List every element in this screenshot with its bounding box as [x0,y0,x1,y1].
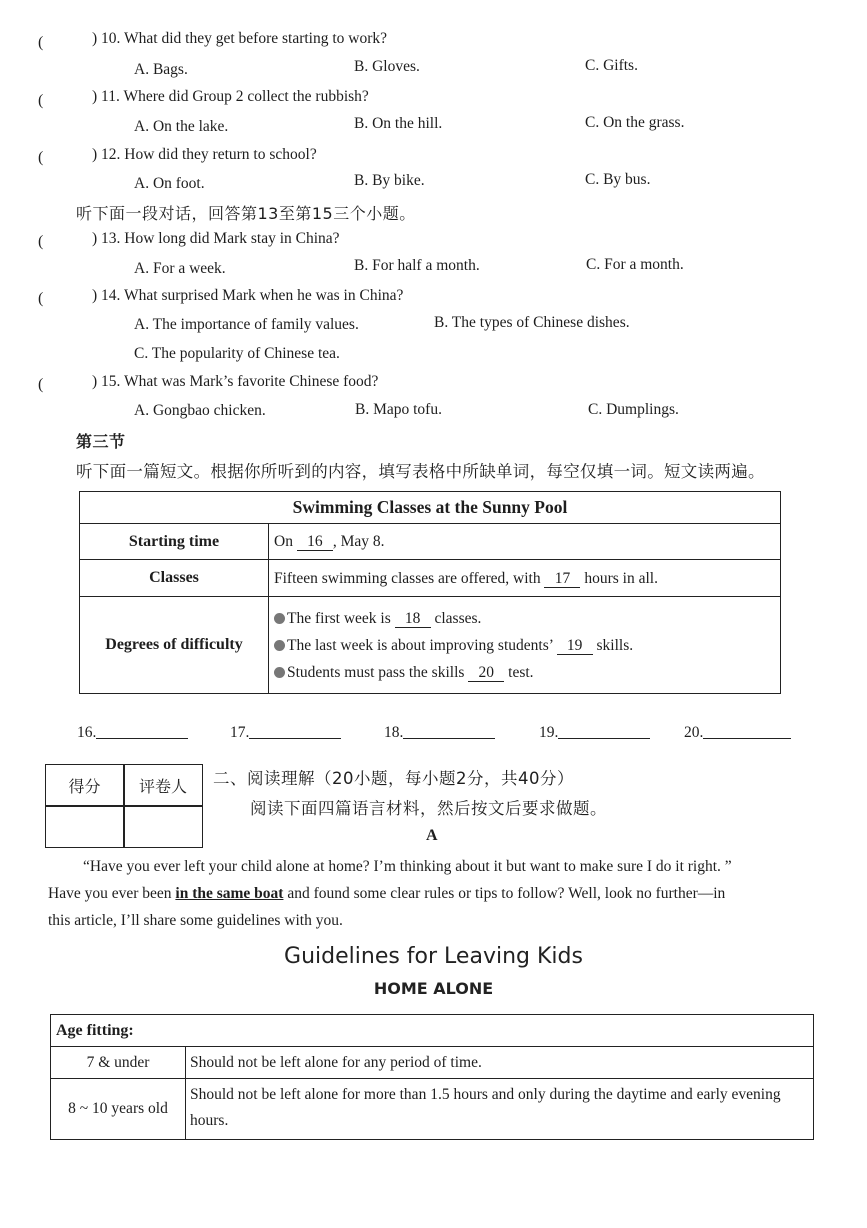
answer-bracket-open[interactable]: ( [38,149,44,166]
grader-label: 评卷人 [138,776,187,796]
swimming-classes-table [79,491,781,694]
answer-line[interactable] [249,724,341,739]
score-input[interactable] [46,807,123,847]
fill-blank[interactable]: 16 [297,533,333,551]
option-a[interactable]: A. Gongbao chicken. [134,402,266,419]
table-row [80,524,780,559]
option-c[interactable]: C. For a month. [586,256,684,273]
answer-bracket-open[interactable]: ( [38,290,44,307]
option-a[interactable]: A. On the lake. [134,118,229,135]
bullet-icon [274,613,285,624]
age-cell: 7 & under [51,1047,186,1078]
section-title: 第三节 [76,432,126,451]
option-b[interactable]: B. Gloves. [354,58,420,75]
option-b[interactable]: B. Mapo tofu. [355,401,442,418]
part-instruction: 阅读下面四篇语言材料，然后按文后要求做题。 [250,799,607,818]
fill-blank[interactable]: 19 [557,637,593,655]
option-c[interactable]: C. Gifts. [585,57,638,74]
option-a[interactable]: A. The importance of family values. [134,316,359,333]
table-title: Swimming Classes at the Sunny Pool [80,492,780,524]
option-c[interactable]: C. On the grass. [585,114,685,131]
question-number-10: ) 10. What did they get before starting to work? [92,30,388,47]
part-heading: 二、阅读理解（20小题，每小题2分，共40分） [213,769,574,788]
option-b[interactable]: B. For half a month. [354,257,480,274]
table-row [80,559,780,596]
score-box [45,764,203,848]
option-b[interactable]: B. On the hill. [354,115,443,132]
fill-blank[interactable]: 17 [544,570,580,588]
rule-cell: Should not be left alone for more than 1.5 hours and only during the daytime and early evening hours. [190,1086,781,1129]
answer-bracket-open[interactable]: ( [38,92,44,109]
guidelines-title: Guidelines for Leaving Kids [284,944,583,969]
bullet-item: The first week is 18 classes. [274,605,780,632]
option-a[interactable]: A. On foot. [134,175,205,192]
fill-blank[interactable]: 20 [468,664,504,682]
bullet-icon [274,667,285,678]
answer-line[interactable] [703,724,791,739]
guidelines-subtitle: HOME ALONE [373,979,494,998]
option-b[interactable]: B. By bike. [354,172,425,189]
table-row [51,1047,813,1078]
answer-bracket-open[interactable]: ( [38,233,44,250]
fill-blank[interactable]: 18 [395,610,431,628]
age-cell: 8 ~ 10 years old [51,1079,186,1139]
option-b[interactable]: B. The types of Chinese dishes. [434,314,630,331]
option-c[interactable]: C. Dumplings. [588,401,679,418]
score-label: 得分 [68,776,101,796]
table-row [80,596,780,693]
answer-line[interactable] [403,724,495,739]
passage-line: Have you ever been in the same boat and found some clear rules or tips to follow? Well, look no further—in [48,885,726,902]
row-content [269,597,780,693]
row-content: On 16 , May 8. [274,533,385,550]
answer-line[interactable] [96,724,188,739]
bullet-icon [274,640,285,651]
row-label: Classes [80,560,269,596]
row-label: Starting time [80,524,269,559]
table-row [51,1078,813,1139]
answer-bracket-open[interactable]: ( [38,376,44,393]
option-c[interactable]: C. By bus. [585,171,651,188]
passage-letter: A [426,827,438,844]
answer-bracket-open[interactable]: ( [38,34,44,51]
row-content: Fifteen swimming classes are offered, with 17 hours in all. [274,569,658,587]
answer-line[interactable] [558,724,650,739]
bullet-item: The last week is about improving students’ 19 skills. [274,632,780,659]
option-c[interactable]: C. The popularity of Chinese tea. [134,345,340,362]
highlighted-phrase: in the same boat [175,885,284,902]
passage-line: this article, I’ll share some guidelines with you. [48,912,343,929]
section-instruction: 听下面一篇短文。根据你所听到的内容，填写表格中所缺单词，每空仅填一词。短文读两遍。 [76,462,765,481]
passage-line: “Have you ever left your child alone at home? I’m thinking about it but want to make sure I do it right. ” [83,858,732,875]
table-header: Age fitting: [51,1015,813,1047]
rule-cell: Should not be left alone for any period of time. [190,1053,482,1071]
option-a[interactable]: A. For a week. [134,260,226,277]
grader-input[interactable] [124,807,202,847]
row-label: Degrees of difficulty [80,597,269,693]
dialogue-instruction: 听下面一段对话，回答第13至第15三个小题。 [76,204,416,223]
guidelines-table [50,1014,814,1140]
option-a[interactable]: A. Bags. [134,61,188,78]
bullet-item: Students must pass the skills 20 test. [274,659,780,686]
